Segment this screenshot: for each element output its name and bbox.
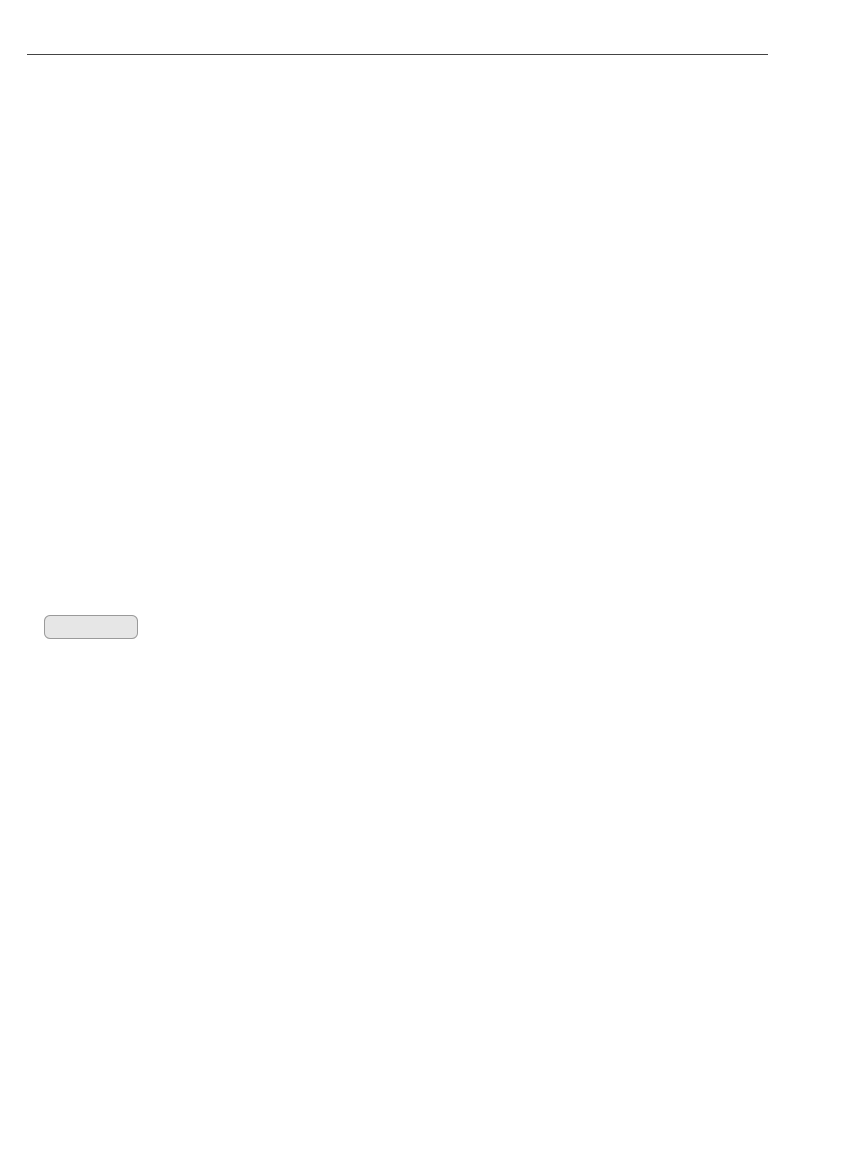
mind-map-root	[44, 615, 138, 639]
